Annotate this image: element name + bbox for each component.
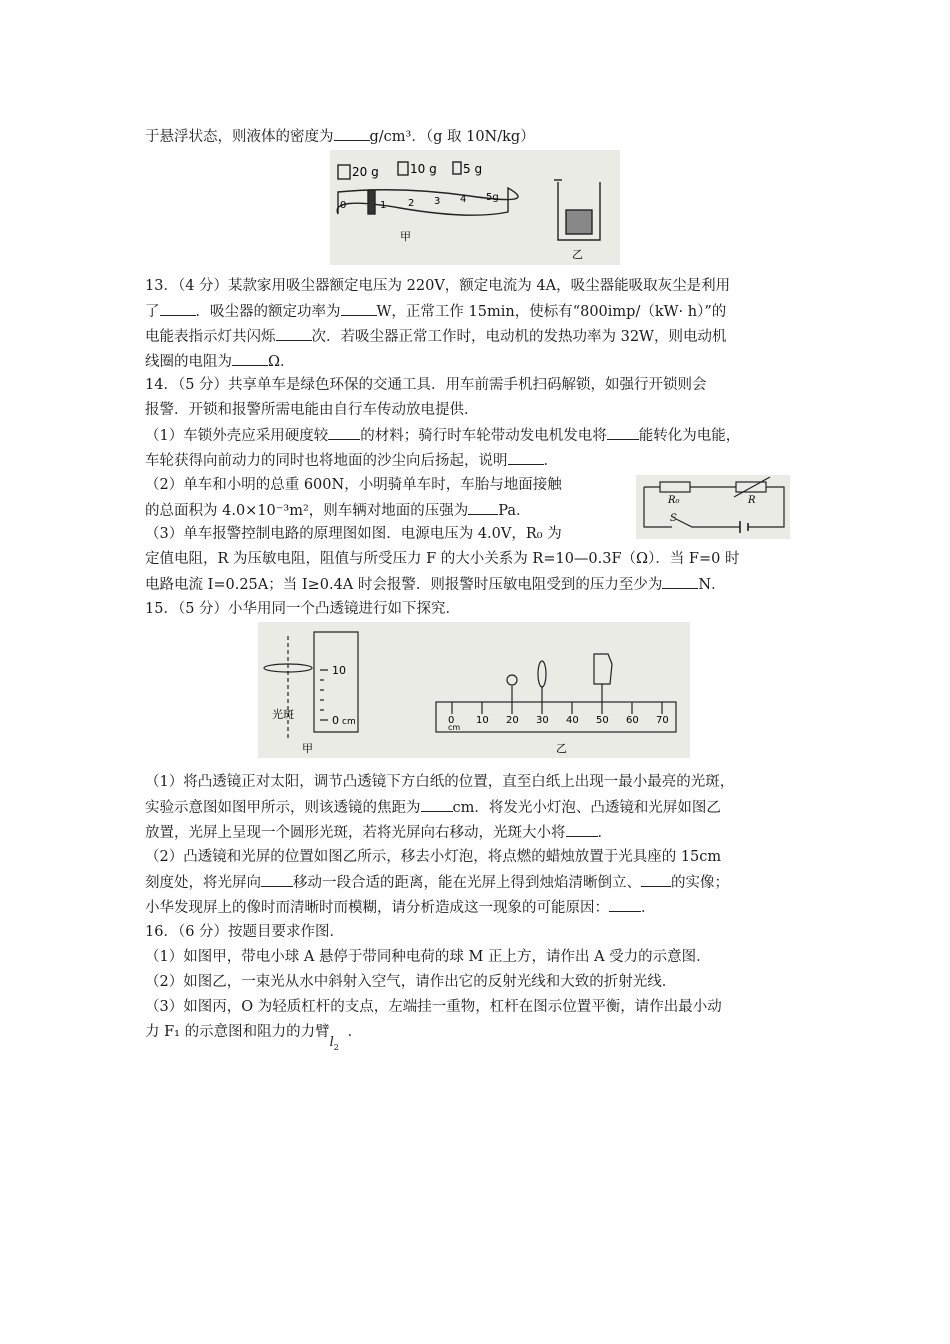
battery xyxy=(740,521,748,533)
beaker-tick: 0 xyxy=(332,714,339,727)
bench-tick: 60 xyxy=(626,715,639,726)
text-line-14: 电路电流 I=0.25A；当 I≥0.4A 时会报警．则报警时压敏电阻受到的压力至少为 N． xyxy=(145,574,726,595)
scale-tick: 4 xyxy=(460,194,467,205)
text-line-20: 刻度处，将光屏向 移动一段合适的距离，能在光屏上得到烛焰清晰倒立、 的实像； xyxy=(145,872,729,893)
text-line-1: 于悬浮状态，则液体的密度为 g/cm³．（g 取 10N/kg） xyxy=(145,126,535,147)
scale-tick: 1 xyxy=(380,200,387,211)
answer-blank xyxy=(468,500,498,515)
text-line-13: 定值电阻，R 为压敏电阻，阻值与所受压力 F 的大小关系为 R=10—0.3F（Ω）．当 F=0 时 xyxy=(145,551,740,567)
bench-tick: 0 xyxy=(448,715,455,726)
text-line-11: 的总面积为 4.0×10⁻³m²，则车辆对地面的压强为 Pa． xyxy=(145,500,531,521)
weight-10g xyxy=(398,162,408,175)
lens-diagram xyxy=(258,622,690,758)
text-line-5: 线圈的电阻为 Ω． xyxy=(145,351,295,372)
text-line-25: （3）如图丙，O 为轻质杠杆的支点，左端挂一重物，杠杆在图示位置平衡，请作出最小动 xyxy=(145,999,722,1015)
figure-caption: 甲 xyxy=(302,742,313,755)
text-line-15: 15．（5 分）小华用同一个凸透镜进行如下探究． xyxy=(145,601,461,617)
bench-tick: 20 xyxy=(506,715,519,726)
bulb xyxy=(507,675,517,685)
answer-blank xyxy=(328,425,360,440)
bench-tick: 40 xyxy=(566,715,579,726)
beaker-unit: cm xyxy=(342,717,356,727)
r-label: R xyxy=(748,495,756,506)
balance-diagram xyxy=(330,150,620,265)
text-line-6: 14．（5 分）共享单车是绿色环保的交通工具．用车前需手机扫码解锁，如强行开锁则会 xyxy=(145,377,707,393)
bench-tick: 30 xyxy=(536,715,549,726)
weight-label: 20 g xyxy=(352,165,379,179)
text-line-9: 车轮获得向前动力的同时也将地面的沙尘向后扬起，说明 ． xyxy=(145,450,558,471)
switch-label: S xyxy=(670,513,677,524)
text-line-24: （2）如图乙，一束光从水中斜射入空气，请作出它的反射光线和大致的折射光线． xyxy=(145,974,677,990)
circuit-figure xyxy=(636,475,790,539)
scale-tick: 3 xyxy=(434,196,441,207)
figure-caption: 乙 xyxy=(556,742,567,755)
weight-20g xyxy=(338,165,350,179)
bench-tick: 50 xyxy=(596,715,609,726)
answer-blank xyxy=(609,897,641,912)
optical-bench xyxy=(436,702,676,732)
answer-blank xyxy=(160,301,196,316)
answer-blank xyxy=(508,450,544,465)
text-line-19: （2）凸透镜和光屏的位置如图乙所示，移去小灯泡，将点燃的蜡烛放置于光具座的 15cm xyxy=(145,849,722,865)
text-line-7: 报警．开锁和报警所需电能由自行车传动放电提供． xyxy=(145,402,479,418)
text-line-8: （1）车锁外壳应采用硬度较 的材料；骑行时车轮带动发电机发电将 能转化为电能， xyxy=(145,425,740,446)
bench-unit: cm xyxy=(448,723,461,732)
text-line-21: 小华发现屏上的像时而清晰时而模糊，请分析造成这一现象的可能原因： ． xyxy=(145,897,656,918)
light-screen xyxy=(594,654,612,684)
text-line-23: （1）如图甲，带电小球 A 悬停于带同种电荷的球 M 正上方，请作出 A 受力的示意图． xyxy=(145,949,711,965)
answer-blank xyxy=(232,351,268,366)
text-line-22: 16．（6 分）按题目要求作图． xyxy=(145,924,345,940)
bench-lens xyxy=(538,661,546,687)
scale-tick: 0 xyxy=(340,200,347,211)
lever-arm-symbol: $l_2$ xyxy=(329,1035,339,1052)
text-line-17: 实验示意图如图甲所示，则该透镜的焦距为 cm．将发光小灯泡、凸透镜和光屏如图乙 xyxy=(145,797,721,818)
lens-figure xyxy=(258,622,690,758)
r0-label: R₀ xyxy=(668,495,680,506)
answer-blank xyxy=(662,574,698,589)
scale-tick: 2 xyxy=(408,198,415,209)
text-line-2: 13．（4 分）某款家用吸尘器额定电压为 220V，额定电流为 4A，吸尘器能吸取灰尘是利用 xyxy=(145,278,731,294)
weight-label: 5 g xyxy=(463,162,483,176)
text-line-18: 放置，光屏上呈现一个圆形光斑，若将光屏向右移动，光斑大小将 ． xyxy=(145,822,612,843)
beaker-tick: 10 xyxy=(332,664,346,677)
text-line-12: （3）单车报警控制电路的原理图如图．电源电压为 4.0V，R₀ 为 xyxy=(145,526,562,542)
spot-label: 光斑 xyxy=(272,708,294,721)
answer-blank xyxy=(421,797,453,812)
weight-label: 10 g xyxy=(410,162,437,176)
figure-caption: 乙 xyxy=(572,248,583,261)
weight-5g xyxy=(453,162,461,174)
text-line-26: 力 F₁ 的示意图和阻力的力臂$l_2$． xyxy=(145,1024,363,1052)
bench-tick: 10 xyxy=(476,715,489,726)
text-line-4: 电能表指示灯共闪烁 次．若吸尘器正常工作时，电动机的发热功率为 32W，则电动机 xyxy=(145,326,726,347)
answer-blank xyxy=(334,126,370,141)
text-line-16: （1）将凸透镜正对太阳，调节凸透镜下方白纸的位置，直至白纸上出现一最小最亮的光斑， xyxy=(145,774,735,790)
answer-blank xyxy=(276,326,312,341)
circuit-diagram xyxy=(636,475,790,539)
bench-tick: 70 xyxy=(656,715,669,726)
answer-blank xyxy=(566,822,598,837)
answer-blank xyxy=(641,872,671,887)
answer-blank xyxy=(607,425,639,440)
resistor-r0 xyxy=(660,482,690,492)
text-line-10: （2）单车和小明的总重 600N，小明骑单车时，车胎与地面接触 xyxy=(145,477,562,493)
answer-blank xyxy=(261,872,293,887)
variable-arrow xyxy=(734,477,770,497)
floating-object xyxy=(566,210,592,234)
text-line-3: 了 ．吸尘器的额定功率为 W，正常工作 15min，使标有“800imp/（kW· h）”的 xyxy=(145,301,726,322)
scale-tick: 5g xyxy=(486,192,499,203)
rider xyxy=(368,190,375,214)
balance-figure xyxy=(330,150,620,265)
answer-blank xyxy=(341,301,377,316)
figure-caption: 甲 xyxy=(400,230,411,243)
